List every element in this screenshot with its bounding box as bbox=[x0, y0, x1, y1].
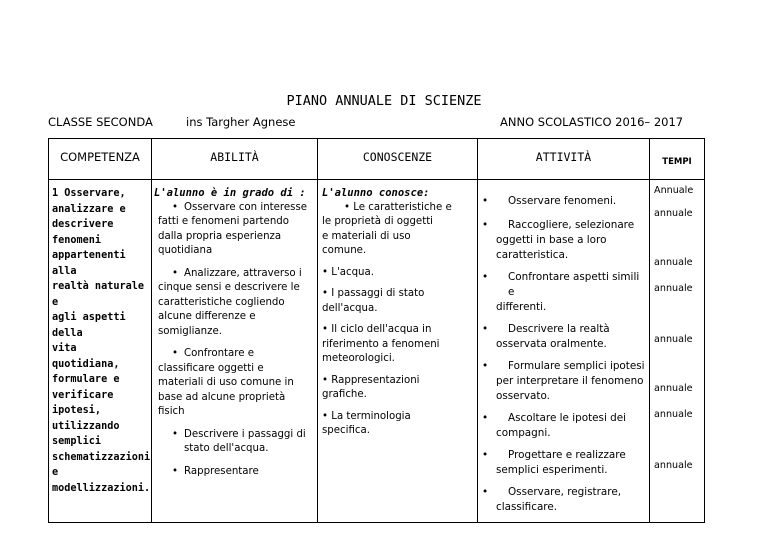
conoscenze-cell bbox=[318, 180, 478, 523]
plan-table bbox=[48, 138, 705, 523]
tempi-cell bbox=[650, 180, 705, 523]
school-year-label: ANNO SCOLASTICO 2016– 2017 bbox=[500, 115, 684, 129]
tempi-value: annuale bbox=[654, 283, 693, 294]
conoscenze-item: • Rappresentazioni grafiche. bbox=[322, 374, 420, 400]
col-header-conoscenze: CONOSCENZE bbox=[318, 139, 478, 180]
attivita-item: • Descrivere la realtà osservata oralmente. bbox=[482, 323, 610, 350]
abilita-item: • Rappresentare bbox=[172, 465, 259, 477]
attivita-cell bbox=[478, 180, 650, 523]
tempi-value: annuale bbox=[654, 208, 693, 219]
tempi-value: Annuale bbox=[654, 185, 694, 196]
col-header-abilita: ABILITÀ bbox=[152, 139, 318, 180]
conoscenze-item: • I passaggi di stato dell'acqua. bbox=[322, 288, 425, 314]
abilita-intro: L'alunno è in grado di : bbox=[154, 187, 306, 199]
tempi-value: annuale bbox=[654, 383, 693, 394]
table-header-row bbox=[49, 139, 705, 180]
abilita-item: • Osservare con interesse fatti e fenomeni partendo dalla propria esperienza quotidiana bbox=[158, 201, 308, 256]
abilita-cell bbox=[152, 180, 318, 523]
competenza-cell: 1 Osservare, analizzare e descrivere fenomeni appartenenti alla realtà naturale e agli aspetti della vita quotidiana, formulare e verificare ipotesi, utilizzando semplici schematizzazioni e modellizzazioni. bbox=[49, 180, 152, 523]
attivita-item: • Osservare fenomeni. bbox=[482, 195, 617, 207]
tempi-value: annuale bbox=[654, 257, 693, 268]
tempi-value: annuale bbox=[654, 409, 693, 420]
teacher-label: ins Targher Agnese bbox=[186, 115, 296, 129]
classe-label: CLASSE SECONDA bbox=[48, 115, 153, 129]
col-header-competenza: COMPETENZA bbox=[49, 139, 152, 180]
attivita-item: • Ascoltare le ipotesi dei compagni. bbox=[482, 412, 627, 439]
conoscenze-item: • La terminologia specifica. bbox=[322, 410, 411, 436]
conoscenze-item: • Le caratteristiche e le proprietà di oggetti e materiali di uso comune. bbox=[322, 201, 452, 256]
tempi-value: annuale bbox=[654, 334, 693, 345]
col-header-attivita: ATTIVITÀ bbox=[478, 139, 650, 180]
conoscenze-intro: L'alunno conosce: bbox=[322, 187, 430, 199]
col-header-tempi: TEMPI bbox=[650, 139, 705, 180]
conoscenze-item: • L'acqua. bbox=[322, 266, 374, 278]
attivita-item: • Progettare e realizzare semplici esperimenti. bbox=[482, 449, 626, 476]
tempi-value: annuale bbox=[654, 460, 693, 471]
table-row bbox=[49, 180, 705, 523]
attivita-item: • Confrontare aspetti simili e differenti. bbox=[482, 271, 640, 313]
abilita-item: • Confrontare e classificare oggetti e materiali di uso comune in base ad alcune proprietà fisich bbox=[158, 348, 294, 417]
attivita-item: • Formulare semplici ipotesi per interpretare il fenomeno osservato. bbox=[482, 360, 645, 402]
conoscenze-item: • Il ciclo dell'acqua in riferimento a fenomeni meteorologici. bbox=[322, 324, 440, 364]
attivita-item: • Osservare, registrare, classificare. bbox=[482, 486, 622, 513]
page-title: PIANO ANNUALE DI SCIENZE bbox=[286, 93, 482, 109]
abilita-item: • Analizzare, attraverso i cinque sensi e descrivere le caratteristiche cogliendo alcune differenze e somiglianze. bbox=[158, 267, 302, 337]
attivita-item: • Raccogliere, selezionare oggetti in base a loro caratteristica. bbox=[482, 219, 635, 261]
abilita-item: • Descrivere i passaggi di stato dell'acqua. bbox=[172, 428, 306, 454]
